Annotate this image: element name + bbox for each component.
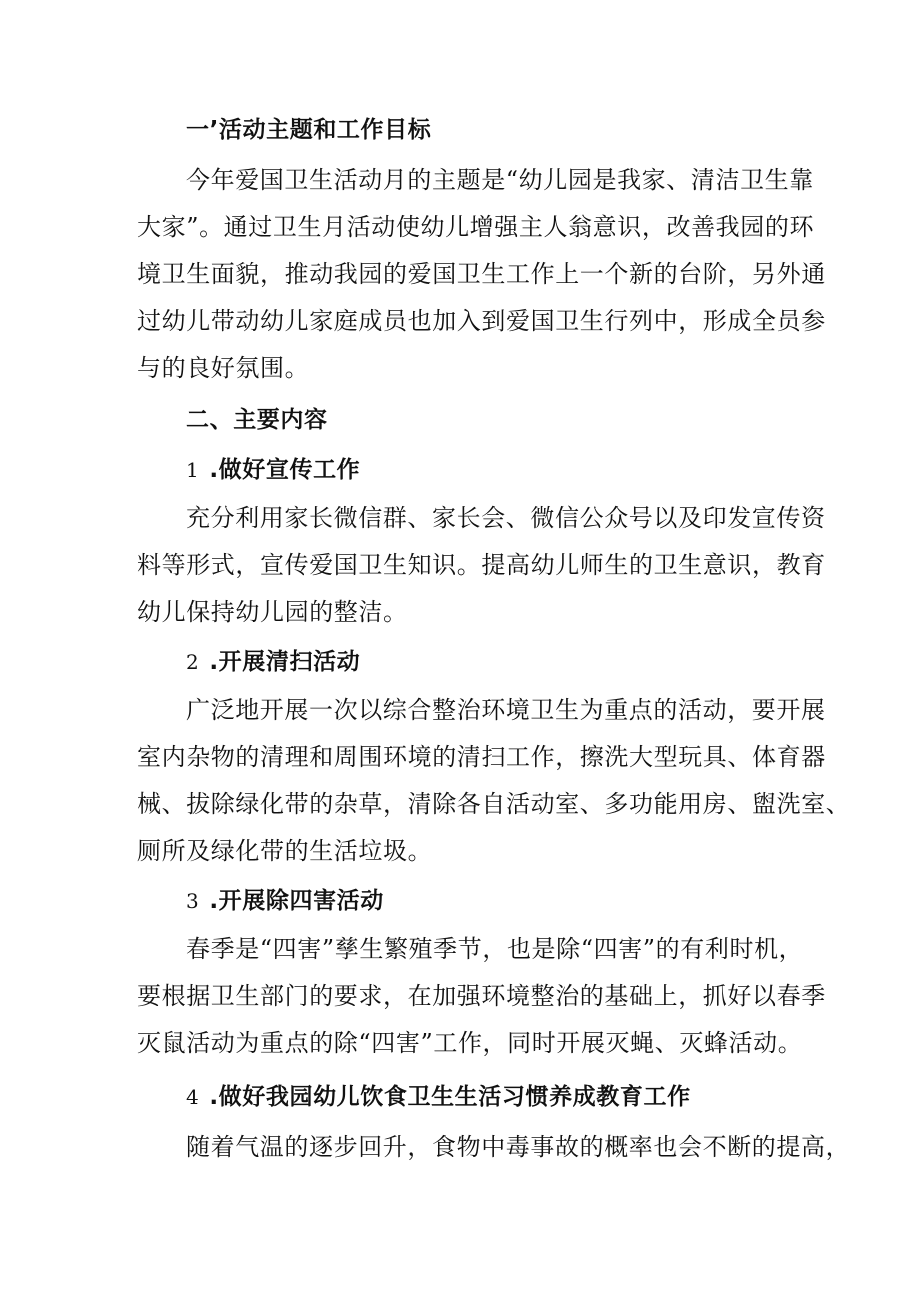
item-title: .开展清扫活动 bbox=[209, 649, 361, 675]
paragraph-line: 灭鼠活动为重点的除“四害”工作，同时开展灭蝇、灭蜂活动。 bbox=[137, 1029, 803, 1057]
paragraph-line: 广泛地开展一次以综合整治环境卫生为重点的活动，要开展 bbox=[186, 696, 826, 724]
section-heading: 一’活动主题和工作目标 bbox=[186, 117, 432, 143]
paragraph-line: 随着气温的逐步回升，食物中毒事故的概率也会不断的提高， bbox=[186, 1133, 851, 1161]
paragraph-line: 与的良好氛围。 bbox=[137, 354, 310, 382]
paragraph-line: 充分利用家长微信群、家长会、微信公众号以及印发宣传资 bbox=[186, 504, 826, 532]
item-heading bbox=[0, 450, 920, 490]
item-number: 1 bbox=[186, 458, 200, 482]
item-heading bbox=[0, 642, 920, 682]
paragraph-line: 幼儿保持幼儿园的整洁。 bbox=[137, 598, 408, 626]
item-heading bbox=[0, 1077, 920, 1117]
paragraph-line: 春季是“四害”孳生繁殖季节，也是除“四害”的有利时机， bbox=[186, 935, 804, 963]
paragraph-line: 大家”。通过卫生月活动使幼儿增强主人翁意识，改善我园的环 bbox=[137, 213, 815, 241]
paragraph-line: 室内杂物的清理和周围环境的清扫工作，擦洗大型玩具、体育器 bbox=[137, 743, 826, 771]
item-heading bbox=[0, 881, 920, 921]
paragraph-line: 境卫生面貌，推动我园的爱国卫生工作上一个新的台阶，另外通 bbox=[137, 260, 826, 288]
section-heading: 二、主要内容 bbox=[186, 407, 328, 433]
paragraph-line: 料等形式，宣传爱国卫生知识。提高幼儿师生的卫生意识，教育 bbox=[137, 551, 826, 579]
item-number: 3 bbox=[186, 889, 200, 913]
paragraph-line: 厕所及绿化带的生活垃圾。 bbox=[137, 837, 433, 865]
paragraph-line: 过幼儿带动幼儿家庭成员也加入到爱国卫生行列中，形成全员参 bbox=[137, 307, 826, 335]
item-title: .开展除四害活动 bbox=[209, 888, 384, 914]
paragraph-line: 械、拔除绿化带的杂草，清除各自活动室、多功能用房、盥洗室、 bbox=[137, 790, 851, 818]
paragraph-line: 要根据卫生部门的要求，在加强环境整治的基础上，抓好以春季 bbox=[137, 982, 826, 1010]
item-title: .做好我园幼儿饮食卫生生活习惯养成教育工作 bbox=[209, 1084, 691, 1110]
item-number: 4 bbox=[186, 1085, 200, 1109]
paragraph-line: 今年爱国卫生活动月的主题是“幼儿园是我家、清洁卫生靠 bbox=[186, 166, 814, 194]
item-number: 2 bbox=[186, 650, 200, 674]
item-title: .做好宣传工作 bbox=[209, 457, 361, 483]
